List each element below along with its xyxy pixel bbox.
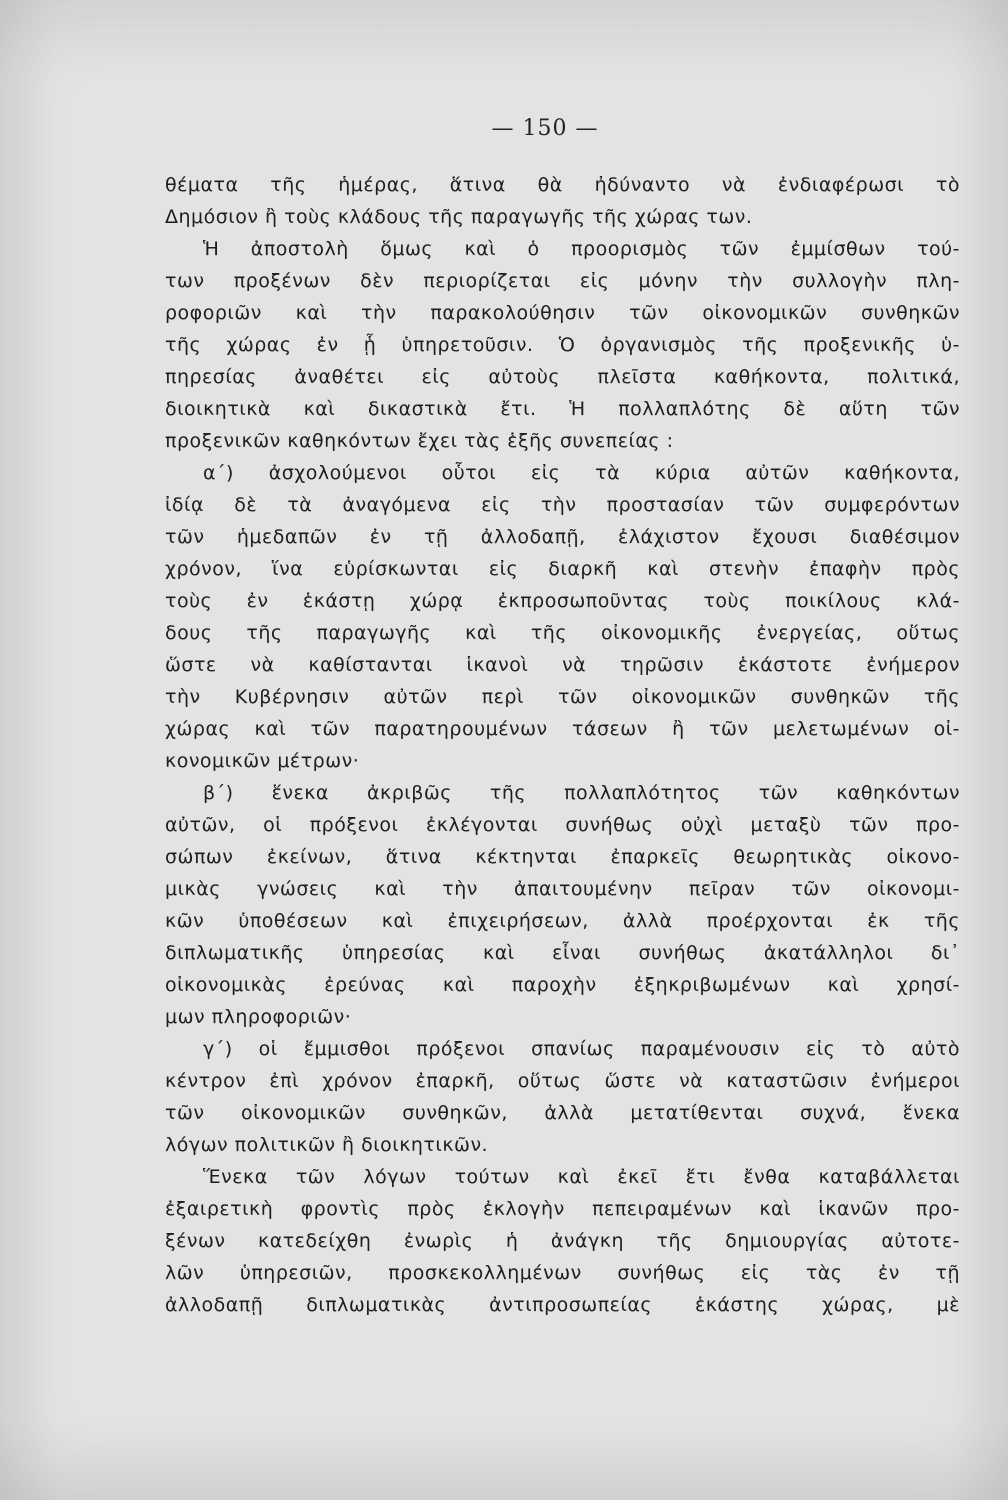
text-line: β΄) ἕνεκα ἀκριβῶς τῆς πολλαπλότητος τῶν καθηκόντων [203, 782, 960, 804]
text-line: κῶν ὑποθέσεων καὶ ἐπιχειρήσεων, ἀλλὰ προέρχονται ἐκ τῆς [165, 910, 960, 932]
text-line: τῆς χώρας ἐν ᾗ ὑπηρετοῦσιν. Ὁ ὀργανισμὸς τῆς προξενικῆς ὑ- [165, 334, 960, 356]
text-line: των προξένων δὲν περιορίζεται εἰς μόνην τὴν συλλογὴν πλη- [165, 270, 960, 292]
body-text [165, 169, 960, 1321]
text-line: δους τῆς παραγωγῆς καὶ τῆς οἰκονομικῆς ἐνεργείας, οὕτως [165, 622, 960, 644]
text-line: χρόνον, ἵνα εὑρίσκωνται εἰς διαρκῆ καὶ στενὴν ἐπαφὴν πρὸς [165, 558, 960, 580]
text-line: Ἡ ἀποστολὴ ὅμως καὶ ὁ προορισμὸς τῶν ἐμμίσθων τού- [203, 238, 960, 260]
text-line: πηρεσίας ἀναθέτει εἰς αὐτοὺς πλεῖστα καθήκοντα, πολιτικά, [165, 366, 960, 388]
text-line: σώπων ἐκείνων, ἅτινα κέκτηνται ἐπαρκεῖς θεωρητικὰς οἰκονο- [165, 846, 960, 868]
text-line: προξενικῶν καθηκόντων ἔχει τὰς ἑξῆς συνεπείας : [165, 430, 674, 452]
text-line: ὥστε νὰ καθίστανται ἱκανοὶ νὰ τηρῶσιν ἑκάστοτε ἐνήμερον [165, 654, 960, 676]
text-line: οἰκονομικὰς ἐρεύνας καὶ παροχὴν ἐξηκριβωμένων καὶ χρησί- [165, 974, 960, 996]
text-line: τὴν Κυβέρνησιν αὐτῶν περὶ τῶν οἰκονομικῶν συνθηκῶν τῆς [165, 686, 960, 708]
text-line: αὐτῶν, οἱ πρόξενοι ἐκλέγονται συνήθως οὐχὶ μεταξὺ τῶν προ- [165, 814, 960, 836]
text-line: διπλωματικῆς ὑπηρεσίας καὶ εἶναι συνήθως ἀκατάλληλοι δι᾽ [165, 942, 960, 964]
text-line: λῶν ὑπηρεσιῶν, προσκεκολλημένων συνήθως εἰς τὰς ἐν τῇ [165, 1262, 960, 1284]
text-line: ἰδίᾳ δὲ τὰ ἀναγόμενα εἰς τὴν προστασίαν τῶν συμφερόντων [165, 494, 960, 516]
text-line: κονομικῶν μέτρων· [165, 750, 360, 772]
text-line: κέντρον ἐπὶ χρόνον ἐπαρκῆ, οὕτως ὥστε νὰ καταστῶσιν ἐνήμεροι [165, 1070, 960, 1092]
text-line: ἐξαιρετικὴ φροντὶς πρὸς ἐκλογὴν πεπειραμένων καὶ ἱκανῶν προ- [165, 1198, 960, 1220]
text-line: μικὰς γνώσεις καὶ τὴν ἀπαιτουμένην πεῖραν τῶν οἰκονομι- [165, 878, 960, 900]
text-line: ἀλλοδαπῇ διπλωματικὰς ἀντιπροσωπείας ἑκάστης χώρας, μὲ [165, 1294, 960, 1316]
text-line: διοικητικὰ καὶ δικαστικὰ ἔτι. Ἡ πολλαπλότης δὲ αὕτη τῶν [165, 398, 960, 420]
text-line: γ΄) οἱ ἔμμισθοι πρόξενοι σπανίως παραμένουσιν εἰς τὸ αὐτὸ [203, 1038, 960, 1060]
text-line: χώρας καὶ τῶν παρατηρουμένων τάσεων ἢ τῶν μελετωμένων οἰ- [165, 718, 960, 740]
text-line: τῶν οἰκονομικῶν συνθηκῶν, ἀλλὰ μετατίθενται συχνά, ἕνεκα [165, 1102, 960, 1124]
text-line: λόγων πολιτικῶν ἢ διοικητικῶν. [165, 1134, 489, 1156]
page-number: — 150 — [491, 116, 599, 141]
text-line: ροφοριῶν καὶ τὴν παρακολούθησιν τῶν οἰκονομικῶν συνθηκῶν [165, 302, 960, 324]
text-line: μων πληροφοριῶν· [165, 1006, 352, 1028]
text-line: α΄) ἀσχολούμενοι οὗτοι εἰς τὰ κύρια αὐτῶν καθήκοντα, [203, 462, 960, 484]
text-line: Δημόσιον ἢ τοὺς κλάδους τῆς παραγωγῆς τῆς χώρας των. [165, 206, 753, 228]
text-line: τοὺς ἐν ἑκάστῃ χώρᾳ ἐκπροσωποῦντας τοὺς ποικίλους κλά- [165, 590, 960, 612]
text-line: θέματα τῆς ἡμέρας, ἅτινα θὰ ἠδύναντο νὰ ἐνδιαφέρωσι τὸ [165, 174, 960, 196]
text-line: Ἕνεκα τῶν λόγων τούτων καὶ ἐκεῖ ἔτι ἔνθα καταβάλλεται [203, 1166, 960, 1188]
text-line: τῶν ἡμεδαπῶν ἐν τῇ ἀλλοδαπῇ, ἐλάχιστον ἔχουσι διαθέσιμον [165, 526, 960, 548]
text-line: ξένων κατεδείχθη ἐνωρὶς ἡ ἀνάγκη τῆς δημιουργίας αὐτοτε- [165, 1230, 960, 1252]
